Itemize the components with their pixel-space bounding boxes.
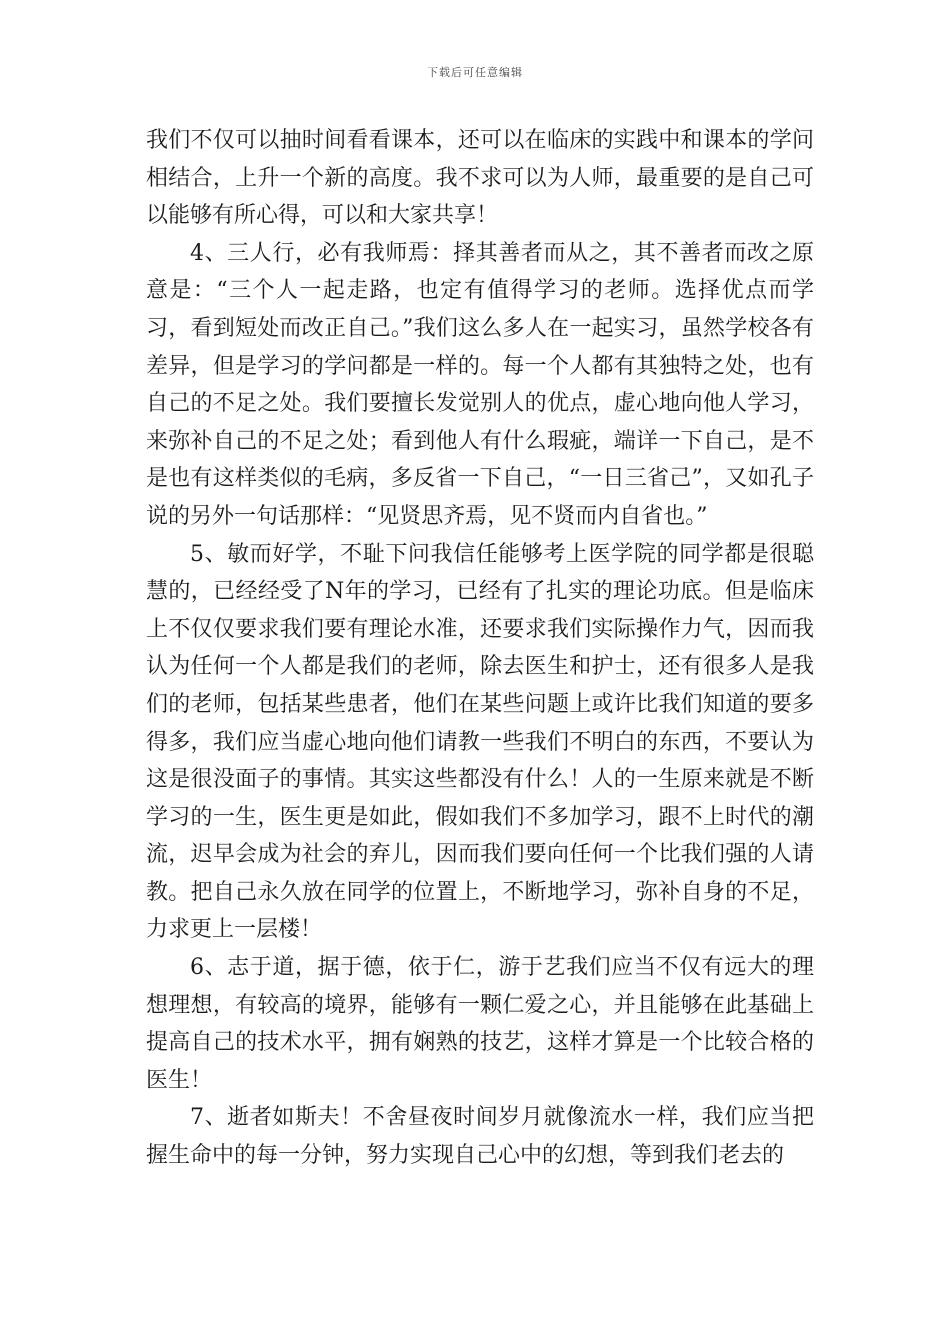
paragraph-item-4: 4、三人行，必有我师焉：择其善者而从之，其不善者而改之原意是：“三个人一起走路，也定有值得学习的老师。选择优点而学习，看到短处而改正自己。”我们这么多人在一起实习，虽然学校各有差异，但是学习的学问都是一样的。每一个人都有其独特之处，也有自己的不足之处。我们要擅长发觉别人的优点，虚心地向他人学习，来弥补自己的不足之处；看到他人有什么瑕疵，端详一下自己，是不是也有这样类似的毛病，多反省一下自己，“一日三省己”，又如孔子说的另外一句话那样：“见贤思齐焉，见不贤而内自省也。” xyxy=(146,240,814,529)
paragraph-item-6: 6、志于道，据于德，依于仁，游于艺我们应当不仅有远大的理想理想，有较高的境界，能够有一颗仁爱之心，并且能够在此基础上提高自己的技术水平，拥有娴熟的技艺，这样才算是一个比较合格的医生！ xyxy=(146,955,814,1093)
document-body xyxy=(146,122,814,1175)
page-header: 下载后可任意编辑 xyxy=(427,66,523,79)
paragraph-continued: 我们不仅可以抽时间看看课本，还可以在临床的实践中和课本的学问相结合，上升一个新的高度。我不求可以为人师，最重要的是自己可以能够有所心得，可以和大家共享！ xyxy=(146,128,814,229)
paragraph-item-7: 7、逝者如斯夫！不舍昼夜时间岁月就像流水一样，我们应当把握生命中的每一分钟，努力实现自己心中的幻想，等到我们老去的 xyxy=(146,1105,814,1169)
paragraph-item-5: 5、敏而好学，不耻下问我信任能够考上医学院的同学都是很聪慧的，已经经受了N年的学习，已经有了扎实的理论功底。但是临床上不仅仅要求我们要有理论水准，还要求我们实际操作力气，因而我认为任何一个人都是我们的老师，除去医生和护士，还有很多人是我们的老师，包括某些患者，他们在某些问题上或许比我们知道的要多得多，我们应当虚心地向他们请教一些我们不明白的东西，不要认为这是很没面子的事情。其实这些都没有什么！人的一生原来就是不断学习的一生，医生更是如此，假如我们不多加学习，跟不上时代的潮流，迟早会成为社会的弃儿，因而我们要向任何一个比我们强的人请教。把自己永久放在同学的位置上，不断地学习，弥补自身的不足，力求更上一层楼！ xyxy=(146,541,814,943)
